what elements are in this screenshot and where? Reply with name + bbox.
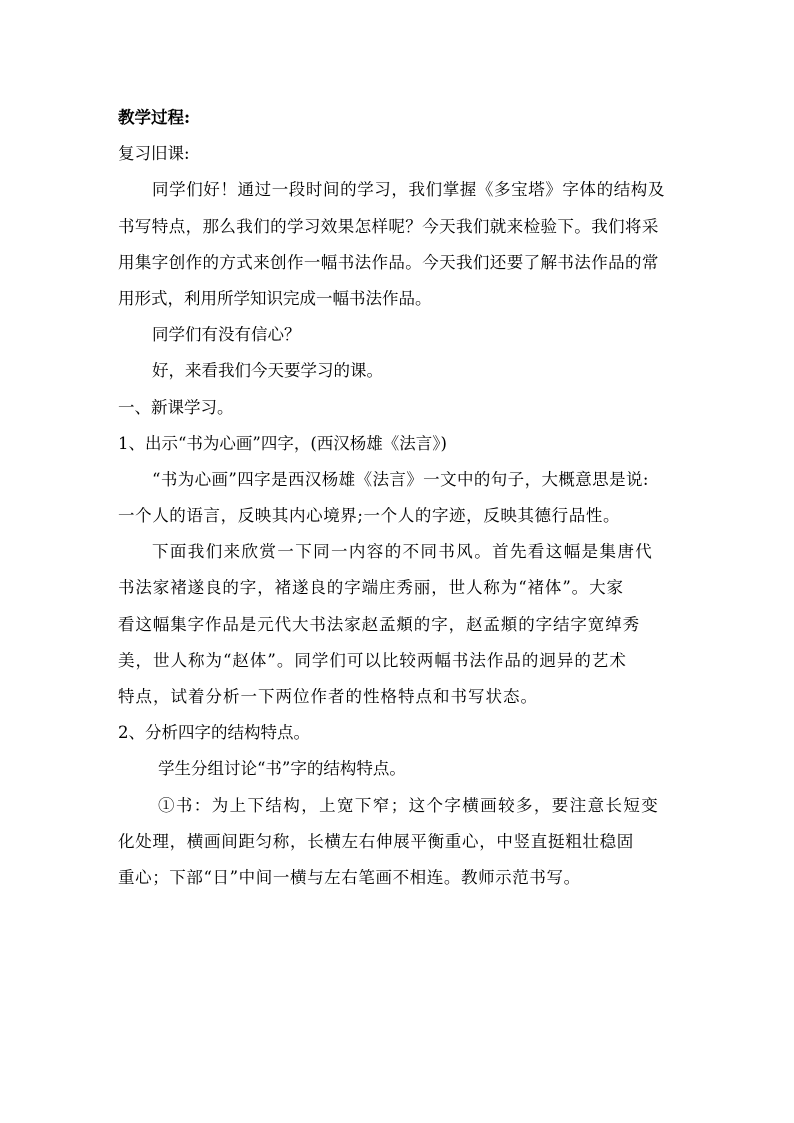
item-two-title: 2、分析四字的结构特点。: [118, 723, 310, 743]
item-one-line-1: “书为心画”四字是西汉杨雄《法言》一文中的句子，大概意思是说:: [152, 469, 649, 489]
section-new-lesson: 一、新课学习。: [118, 397, 234, 417]
analysis-line-2: 化处理，横画间距匀称，长横左右伸展平衡重心，中竖直挺粗壮稳固: [118, 831, 634, 851]
review-label: 复习旧课:: [118, 144, 190, 164]
item-one-title: 1、出示“书为心画”四字，(西汉杨雄《法言》): [118, 433, 447, 453]
appreciation-line-2: 书法家褚遂良的字，褚遂良的字端庄秀丽，世人称为“褚体”。大家: [118, 578, 624, 598]
item-one-line-2: 一个人的语言，反映其内心境界;一个人的字迹，反映其德行品性。: [118, 506, 621, 526]
confidence-question: 同学们有没有信心？: [152, 325, 301, 345]
group-discussion: 学生分组讨论“书”字的结构特点。: [158, 759, 406, 779]
analysis-line-3: 重心；下部“日”中间一横与左右笔画不相连。教师示范书写。: [118, 867, 581, 887]
intro-line-4: 用形式，利用所学知识完成一幅书法作品。: [118, 288, 432, 308]
appreciation-line-1: 下面我们来欣赏一下同一内容的不同书风。首先看这幅是集唐代: [152, 542, 654, 562]
appreciation-line-3: 看这幅集字作品是元代大书法家赵孟頫的字，赵孟頫的字结字宽绰秀: [118, 614, 640, 634]
teaching-process-heading: 教学过程:: [118, 108, 191, 127]
intro-line-2: 书写特点，那么我们的学习效果怎样呢？今天我们就来检验下。我们将采: [118, 216, 659, 236]
intro-line-3: 用集字创作的方式来创作一幅书法作品。今天我们还要了解书法作品的常: [118, 252, 659, 272]
analysis-line-1: ①书：为上下结构，上宽下窄；这个字横画较多，要注意长短变: [158, 795, 660, 815]
lesson-start: 好，来看我们今天要学习的课。: [152, 361, 383, 381]
intro-line-1: 同学们好！通过一段时间的学习，我们掌握《多宝塔》字体的结构及: [152, 180, 665, 200]
appreciation-line-5: 特点，试着分析一下两位作者的性格特点和书写状态。: [118, 687, 538, 706]
appreciation-line-4: 美，世人称为“赵体”。同学们可以比较两幅书法作品的迥异的艺术: [118, 650, 627, 670]
document-body: [118, 100, 678, 896]
